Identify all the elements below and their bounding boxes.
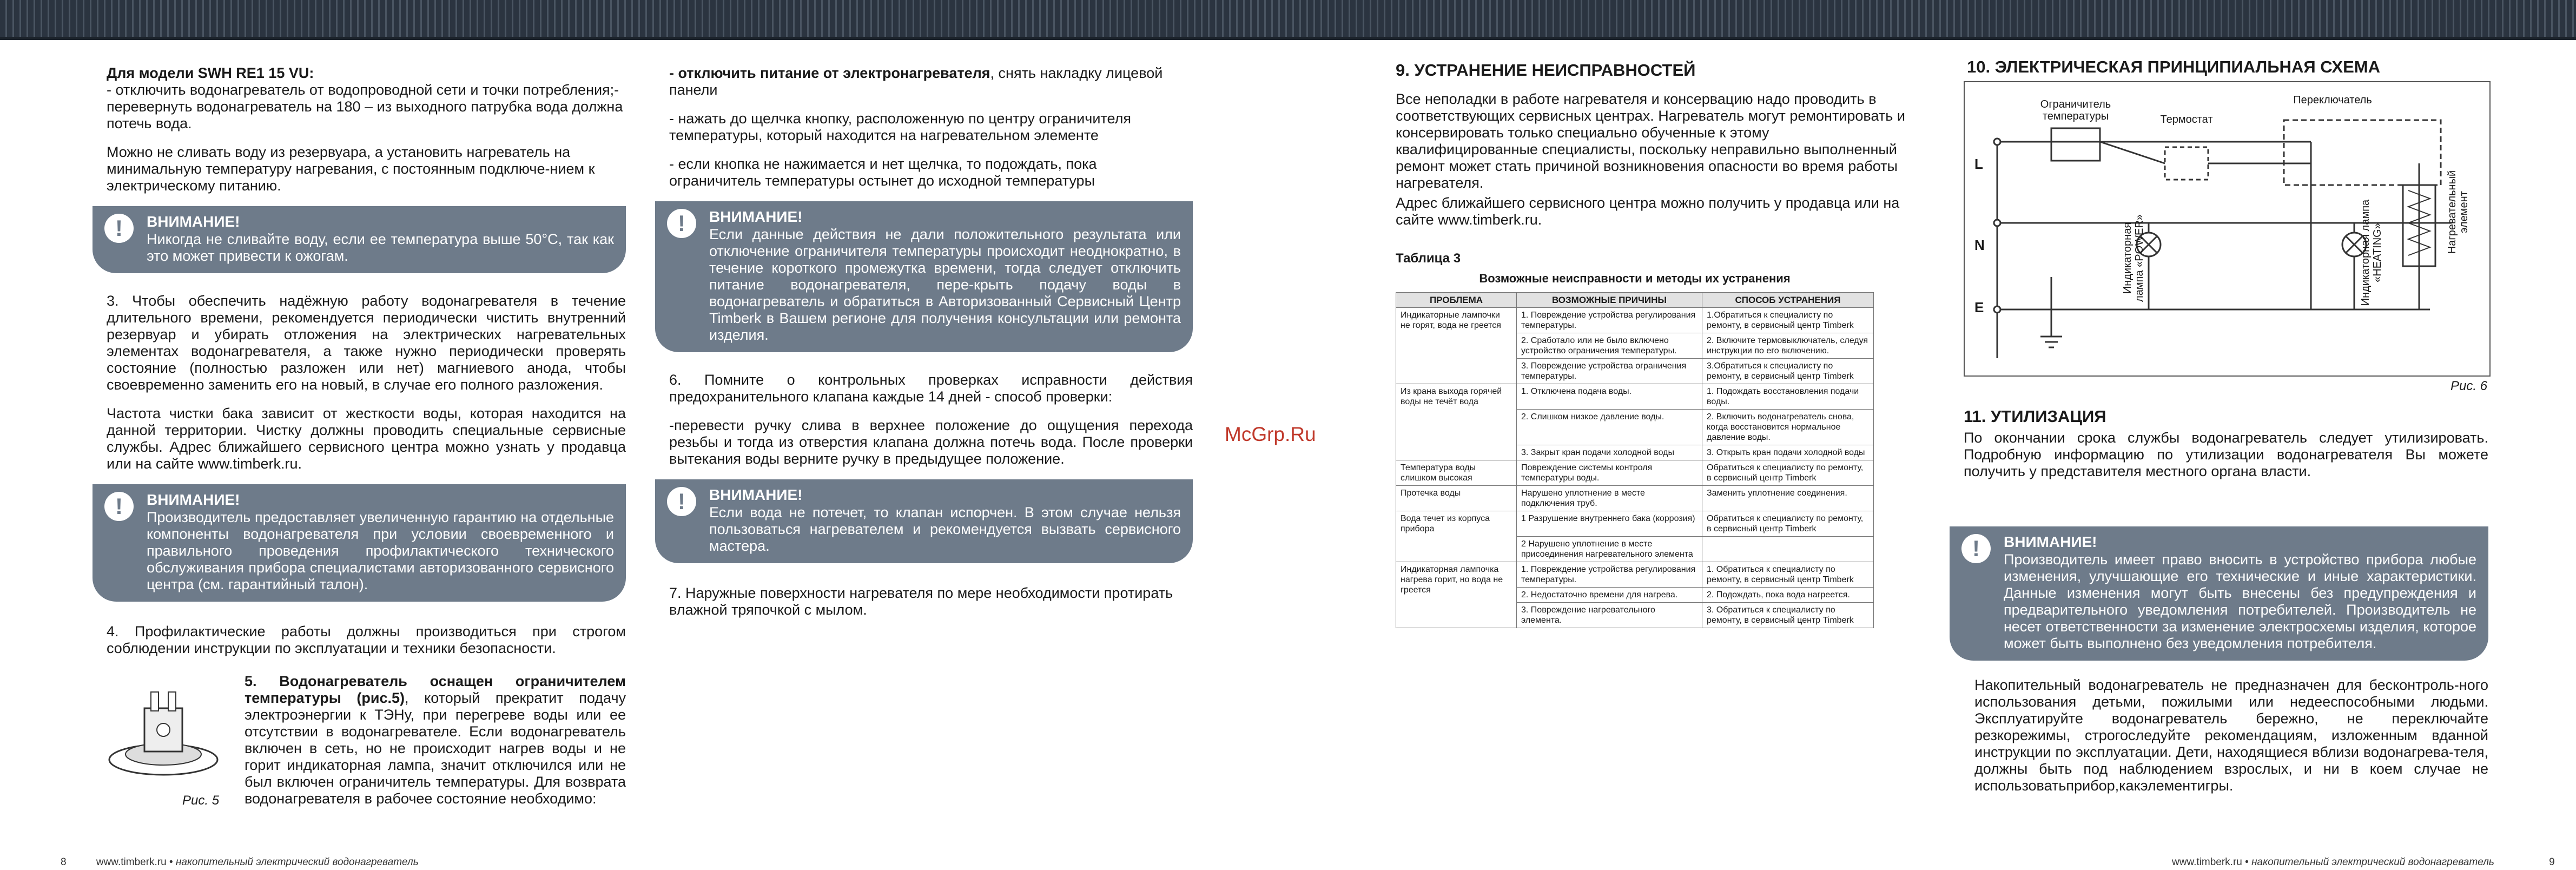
cause-cell: Нарушено уплотнение в месте подключения труб. [1517,486,1702,511]
problem-cell: Индикаторные лампочки не горят, вода не греется [1396,308,1517,384]
section-11 [1964,407,2488,806]
section-11-title: 11. УТИЛИЗАЦИЯ [1964,407,2106,426]
cause-cell: 2 Нарушено уплотнение в месте присоединения нагревательного элемента [1517,537,1702,562]
label-heating-lamp: Индикаторная лампа «HEATING» [2360,199,2383,306]
fix-cell: 2. Включите термовыключатель, следуя инструкции по его включению. [1702,333,1874,359]
section-11-paragraph-2: Накопительный водонагреватель не предназначен для бесконтроль-ного использования детьми, пожилыми или недееспособными людьми. Эксплуатируйте водонагреватель бережно, не переключайте резкорежимы, строгоследуйте рекомендациям, изложенным вданной инструкции по эксплуатации. Дети, находящиеся вблизи водонагрева-теля, должны быть под наблюдением взрослых, и ни в коем случае не использоватьприбор,какэлементигры. [1974,677,2488,794]
problem-cell: Из крана выхода горячей воды не течёт вода [1396,384,1517,460]
table-title: Возможные неисправности и методы их устранения [1479,272,1791,285]
left-footer [61,856,419,868]
fix-cell: Обратиться к специалисту по ремонту, в сервисный центр Timberk [1702,460,1874,486]
table-row [1396,562,1874,588]
left-footer-site[interactable]: www.timberk.ru [96,856,167,868]
exclamation-icon: ! [667,487,696,516]
faults-table-body [1396,308,1874,628]
label-switch: Переключатель [2293,94,2372,106]
warning-manufacturer-changes [1950,526,2488,661]
left-column-1 [107,65,626,835]
limiter-text: , который прекратит подачу электроэнергии к ТЭНу, при перегреве воды или ее отсутствии в водонагревателе. Если водонагреватель включен в сеть, но не происходит нагрев воды и не горит индикаторная лампа, значит отключился или не был включен ограничитель температуры. Для возврата водонагревателя в рабочее состояние необходимо: [245,690,626,807]
wiring-diagram [1964,81,2491,377]
cause-cell: 2. Слишком низкое давление воды. [1517,410,1702,445]
left-page-number: 8 [61,856,67,868]
reset-step-1-bold: - отключить питание от электронагревателя [669,65,990,81]
label-thermostat: Термостат [2160,114,2213,126]
reset-step-3: - если кнопка не нажимается и нет щелчка, то подождать, пока ограничитель температуры остынет до исходной температуры [669,156,1097,189]
no-drain-text: Можно не сливать воду из резервуара, а установить нагреватель на минимальную температуру нагревания, с постоянным подключе-нием к электрическому питанию. [107,144,595,194]
wiring-diagram-drawing [1965,82,2489,375]
section-10-title: 10. ЭЛЕКТРИЧЕСКАЯ ПРИНЦИПИАЛЬНАЯ СХЕМА [1967,57,2380,76]
table-row [1396,308,1874,333]
table-row [1396,460,1874,486]
warning-title: ВНИМАНИЕ! [709,208,803,225]
model-heading: Для модели SWH RE1 15 VU: [107,65,314,81]
fix-cell: 1.Обратиться к специалисту по ремонту, в сервисный центр Timberk [1702,308,1874,333]
warning-title: ВНИМАНИЕ! [709,486,803,503]
label-L: L [1974,156,1983,172]
fix-cell: 3. Обратиться к специалисту по ремонту, в сервисный центр Timberk [1702,603,1874,628]
right-page-number: 9 [2549,856,2555,868]
reset-step-1-rest: , снять накладку лицевой панели [669,65,1163,98]
reset-step-2: - нажать до щелчка кнопку, расположенную по центру ограничителя температуры, который находится на нагревательном элементе [669,110,1131,143]
warning-text: Производитель предоставляет увеличенную гарантию на отдельные компоненты водонагревателя при условии своевременного и правильного проведения профилактического технического обслуживания прибора специалистами авторизованного сервисного центра (см. гарантийный талон). [147,509,614,592]
warning-text: Производитель имеет право вносить в устройство прибора любые изменения, улучшающие его технические и иные характеристики. Данные изменения могут быть внесены без предупреждения и предварительного уведомления потребителей. Производитель не несет ответственности за изменение электросхемы изделия, которое может быть выполнено без уведомления потребителя. [2004,551,2476,651]
section-9-paragraph-1: Все неполадки в работе нагревателя и консервацию надо проводить в соответствующих сервисных центрах. Нагреватель могут ремонтировать и консервировать только специально обученные к этому квалифицированные специалисты, поскольку неправильно выполненный ремонт может стать причиной возникновения опасности во время работы нагревателя. [1396,91,1905,191]
limiter-heading: 5. Водонагреватель оснащен ограничителем температуры (рис.5) [245,673,626,706]
valve-check-method: -перевести ручку слива в верхнее положение до ощущения перехода резьбы и тогда из отверстия клапана должна потечь вода. После проверки вытекания воды верните ручку в предыдущее положение. [669,417,1193,467]
right-footer [2172,856,2555,868]
cleaning-frequency-paragraph: Частота чистки бака зависит от жесткости воды, которая находится на данной территории. Чистку должны проводить специальные сервисные службы. Адрес ближайшего сервисного центра можно узнать у продавца или на сайте www.timberk.ru. [107,405,626,472]
cause-cell: 3. Повреждение нагревательного элемента. [1517,603,1702,628]
cause-cell: Повреждение системы контроля температуры воды. [1517,460,1702,486]
maintenance-paragraph-3: 3. Чтобы обеспечить надёжную работу водонагревателя в течение длительного времени, рекомендуется периодически чистить внутренний резервуар и убирать отложения на электрических нагревательных элементах водонагревателя, а также нужно периодически проверять состояние (полностью разложен или нет) магниевого анода, чтобы своевременно заменить его на новый, в случае его полного разложения. [107,293,626,393]
left-footer-desc: накопительный электрический водонагреватель [175,856,419,868]
fix-cell: Обратиться к специалисту по ремонту, в сервисный центр Timberk [1702,511,1874,537]
right-footer-sep: • [2245,856,2249,868]
limiter-paragraph-5 [245,673,626,807]
fix-cell: Заменить уплотнение соединения. [1702,486,1874,511]
model-note [107,65,626,132]
cause-cell: 3. Повреждение устройства ограничения температуры. [1517,359,1702,384]
fix-cell: 1. Обратиться к специалисту по ремонту, в сервисный центр Timberk [1702,562,1874,588]
left-column-2 [669,65,1193,630]
fix-cell [1702,537,1874,562]
fix-cell: 2. Подождать, пока вода нагреется. [1702,588,1874,603]
warning-burn [93,206,626,273]
table-header-row [1396,293,1874,308]
warning-valve [655,479,1193,563]
header-causes: ВОЗМОЖНЫЕ ПРИЧИНЫ [1517,293,1702,308]
header-problem: ПРОБЛЕМА [1396,293,1517,308]
fix-cell: 3.Обратиться к специалисту по ремонту, в сервисный центр Timberk [1702,359,1874,384]
table-label: Таблица 3 [1396,251,1461,266]
warning-title: ВНИМАНИЕ! [147,213,240,230]
section-11-paragraph-1: По окончании срока службы водонагреватель следует утилизировать. Подробную информацию по утилизации водонагревателя Вы можете получить у представителя местного органа власти. [1964,430,2488,479]
fix-cell: 1. Подождать восстановления подачи воды. [1702,384,1874,410]
section-9-paragraph-2: Адрес ближайшего сервисного центра можно получить у продавца или на сайте www.timberk.ru. [1396,195,1900,228]
left-footer-sep: • [169,856,173,868]
fig6-caption: Рис. 6 [2450,379,2488,393]
problem-cell: Температура воды слишком высокая [1396,460,1517,486]
label-heating-element: Нагревательный элемент [2446,170,2470,254]
right-footer-site[interactable]: www.timberk.ru [2172,856,2242,868]
limiter-drawing [101,678,226,781]
cause-cell: 3. Закрыт кран подачи холодной воды [1517,445,1702,460]
fix-cell: 2. Включить водонагреватель снова, когда восстановится нормальное давление воды. [1702,410,1874,445]
reset-step-1 [669,65,1193,98]
valve-check-paragraph: 6. Помните о контрольных проверках исправности действия предохранительного клапана каждые 14 дней - способ проверки: [669,372,1193,405]
exclamation-icon: ! [667,209,696,238]
limiter-block [107,673,626,835]
table-row [1396,511,1874,537]
warning-text: Никогда не сливайте воду, если ее температура выше 50°С, так как это может привести к ожогам. [147,231,614,264]
warning-title: ВНИМАНИЕ! [2004,533,2097,550]
warning-text: Если данные действия не дали положительного результата или отключение ограничителя температуры происходит неоднократно, в течение короткого промежутка времени, тогда следует отключить питание водонагревателя, пере-крыть подачу воды в водонагреватель и обратиться в Авторизованный Сервисный Центр Timberk в Вашем регионе для получения консультации или ремонта изделия. [709,226,1181,343]
fix-cell: 3. Открыть кран подачи холодной воды [1702,445,1874,460]
table-row [1396,384,1874,410]
problem-cell: Протечка воды [1396,486,1517,511]
section-9-title: 9. УСТРАНЕНИЕ НЕИСПРАВНОСТЕЙ [1396,61,1696,80]
right-footer-desc: накопительный электрический водонагреватель [2251,856,2494,868]
label-N: N [1974,237,1985,253]
faults-table [1396,292,1874,628]
header-fix: СПОСОБ УСТРАНЕНИЯ [1702,293,1874,308]
cause-cell: 1 Разрушение внутреннего бака (коррозия) [1517,511,1702,537]
decorative-top-stripe [0,0,2576,37]
cause-cell: 1. Отключена подача воды. [1517,384,1702,410]
warning-warranty [93,484,626,602]
watermark: McGrp.Ru [1225,423,1316,445]
problem-cell: Вода течет из корпуса прибора [1396,511,1517,562]
exclamation-icon: ! [104,492,134,521]
exclamation-icon: ! [104,214,134,243]
cause-cell: 2. Сработало или не было включено устройство ограничения температуры. [1517,333,1702,359]
table-row [1396,486,1874,511]
surface-cleaning-paragraph: 7. Наружные поверхности нагревателя по мере необходимости протирать влажной тряпочкой с мылом. [669,585,1173,618]
warning-service-center [655,201,1193,352]
exclamation-icon: ! [1961,534,1991,563]
label-temperature-limiter: Ограничитель температуры [2040,98,2111,122]
cause-cell: 2. Недостаточно времени для нагрева. [1517,588,1702,603]
label-power-lamp: Индикаторная лампа «POWER» [2122,214,2145,302]
warning-title: ВНИМАНИЕ! [147,491,240,508]
top-stripe-edge [0,37,2576,40]
cause-cell: 1. Повреждение устройства регулирования температуры. [1517,308,1702,333]
label-E: E [1974,299,1984,315]
warning-text: Если вода не потечет, то клапан испорчен. В этом случае нельзя пользоваться нагревателем и рекомендуется вызвать сервисного мастера. [709,504,1181,554]
problem-cell: Индикаторная лампочка нагрева горит, но вода не греется [1396,562,1517,628]
model-text: - отключить водонагреватель от водопроводной сети и точки потребления;- перевернуть водонагреватель на 180 – из выходного патрубка вода должна потечь вода. [107,82,623,131]
temperature-limiter-figure [101,678,226,808]
fig5-caption: Рис. 5 [182,793,220,808]
cause-cell: 1. Повреждение устройства регулирования температуры. [1517,562,1702,588]
section-9 [1396,61,1910,628]
maintenance-paragraph-4: 4. Профилактические работы должны производиться при строгом соблюдении инструкции по эксплуатации и техники безопасности. [107,623,626,656]
